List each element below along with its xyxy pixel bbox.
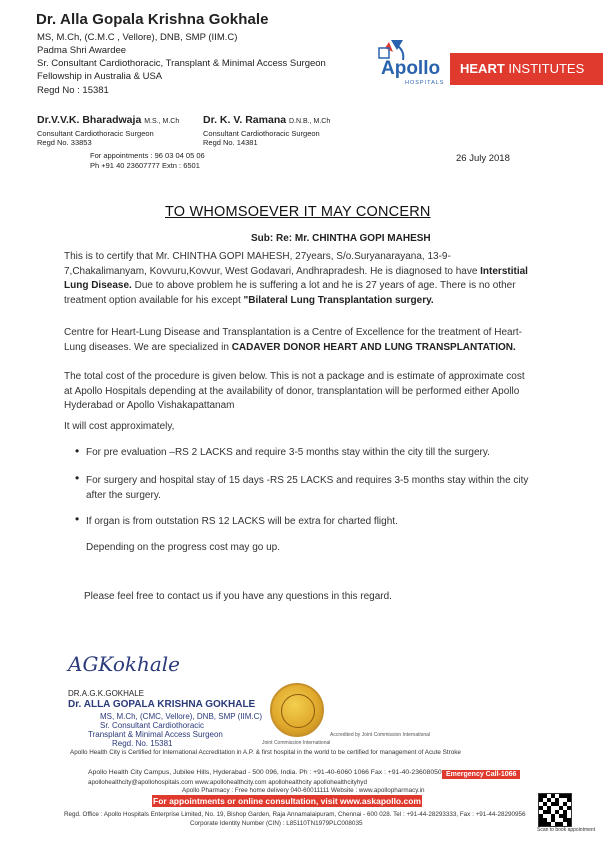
- signature-short-name: DR.A.G.K.GOKHALE: [68, 689, 145, 698]
- bullet-icon: •: [75, 512, 80, 526]
- doctor-qualifications: MS, M.Ch, (C.M.C , Vellore), DNB, SMP (IIM.C): [37, 32, 238, 43]
- associate-2-role: Consultant Cardiothoracic Surgeon: [203, 129, 320, 138]
- associate-1-suffix: M.S., M.Ch: [144, 118, 180, 125]
- paragraph-3: The total cost of the procedure is given below. This is not a package and is estimate of approximate cost at Apollo Hospitals depending at the availability of donor, transplantation will be performed either Apollo Hyderabad or Apollo Vishakapattanam: [64, 371, 525, 411]
- footer-cin: Corporate Identity Number (CIN) : L85110TN1979PLC008035: [190, 820, 363, 827]
- apollo-hospitals-label: HOSPITALS: [405, 80, 445, 86]
- paragraph-6: Please feel free to contact us if you have any questions in this regard.: [84, 591, 392, 602]
- bullet-icon: •: [75, 471, 80, 485]
- cost-item: For surgery and hospital stay of 15 days -RS 25 LACKS and requires 3-5 months stay within the city after the surgery.: [86, 475, 529, 501]
- signature-title-1: Sr. Consultant Cardiothoracic: [100, 721, 205, 730]
- specialization: CADAVER DONOR HEART AND LUNG TRANSPLANTATION.: [231, 341, 516, 353]
- letter-subject: Sub: Re: Mr. CHINTHA GOPI MAHESH: [251, 233, 431, 244]
- paragraph-2-text: Centre for Heart-Lung Disease and Transplantation is a Centre of Excellence for the treatment of Heart-Lung diseases. We are specialized in: [64, 327, 523, 353]
- treatment: "Bilateral Lung Transplantation surgery.: [243, 294, 434, 306]
- associate-2-regd: Regd No. 14381: [203, 138, 258, 147]
- bullet-icon: •: [75, 444, 80, 458]
- associate-1-role: Consultant Cardiothoracic Surgeon: [37, 129, 154, 138]
- cost-item: For pre evaluation –RS 2 LACKS and require 3-5 months stay within the city till the surgery.: [86, 447, 490, 458]
- institutes-label: INSTITUTES: [508, 61, 585, 76]
- seal-inner-ring: [281, 694, 315, 728]
- cost-item: If organ is from outstation RS 12 LACKS will be extra for charted flight.: [86, 516, 398, 527]
- paragraph-2: [64, 326, 532, 355]
- accreditation-seal-icon: [270, 683, 324, 737]
- paragraph-1-text-a: This is to certify that Mr. CHINTHA GOPI MAHESH, 27years, S/o.Suryanarayana, 13-9-7,Chakalimanyam, Kovvuru,Kovvur, West Godavari, Andhrapradesh. He is diagnosed to have: [64, 251, 481, 277]
- signature-script: AGKokhale: [68, 652, 181, 676]
- accreditation-note: Accredited by Joint Commission International: [330, 732, 431, 738]
- associate-1-name: Dr.V.V.K. Bharadwaja: [37, 114, 142, 126]
- phone-line: Ph +91 40 23607777 Extn : 6501: [90, 161, 200, 170]
- signature-regd: Regd. No. 15381: [112, 739, 173, 748]
- signature-title-2: Transplant & Minimal Access Surgeon: [88, 730, 223, 739]
- paragraph-1: [64, 250, 532, 308]
- seal-label: Joint Commission International: [262, 740, 331, 746]
- associate-2-suffix: D.N.B., M.Ch: [289, 118, 331, 125]
- footer-pharmacy: Apollo Pharmacy : Free home delivery 040-60011111 Website : www.apollopharmacy.in: [182, 787, 425, 794]
- qr-label: Scan to book appointment: [537, 827, 596, 833]
- emergency-call: Emergency Call-1066: [442, 770, 520, 779]
- qr-code-icon: [538, 793, 572, 827]
- doctor-award: Padma Shri Awardee: [37, 45, 127, 56]
- paragraph-4: It will cost approximately,: [64, 421, 175, 432]
- signature-quals: MS, M.Ch, (CMC, Vellore), DNB, SMP (IIM.C): [100, 712, 263, 721]
- footer-accreditation: Apollo Health City is Certified for International Accreditation in A.P. & first hospital in the world to be certified for management of Acute Stroke: [70, 749, 461, 756]
- doctor-designation: Sr. Consultant Cardiothoracic, Transplant & Minimal Access Surgeon: [37, 58, 326, 69]
- associate-1: [37, 114, 179, 147]
- doctor-regd: Regd No : 15381: [37, 85, 109, 96]
- associate-1-regd: Regd No. 33853: [37, 138, 92, 147]
- footer-regd-office: Regd. Office : Apollo Hospitals Enterprise Limited, No. 19, Bishop Garden, Raja Annamalaipuram, Chennai - 600 028. Tel : +91-44-28293333, Fax : +91-44-28290956: [64, 811, 526, 818]
- footer-contacts: apollohealthcity@apollohospitals.com www.apollohealthcity.com apollohealthcity apollohealthcityhyd: [88, 779, 367, 786]
- heart-institutes-bar: [450, 53, 603, 85]
- footer-address: Apollo Health City Campus, Jubilee Hills, Hyderabad - 500 096, India. Ph : +91-40-6060 1066 Fax : +91-40-23608050: [88, 769, 442, 776]
- doctor-name: Dr. Alla Gopala Krishna Gokhale: [36, 11, 269, 28]
- associate-2: [203, 114, 330, 147]
- paragraph-1-text-b: Due to above problem he is suffering a lot and he is 27 years of age. There is no other treatment option available for his except: [64, 280, 516, 306]
- apollo-logo: [377, 38, 447, 90]
- appointments-banner: For appointments or online consultation, visit www.askapollo.com: [153, 796, 421, 806]
- diagnosis: Interstitial Lung Disease.: [64, 265, 528, 291]
- letter-title: TO WHOMSOEVER IT MAY CONCERN: [165, 204, 431, 220]
- apollo-brand: Apollo: [381, 58, 441, 79]
- heart-label: HEART: [460, 61, 505, 76]
- appointments-line: For appointments : 96 03 04 05 06: [90, 151, 205, 160]
- signature-name: Dr. ALLA GOPALA KRISHNA GOKHALE: [68, 699, 256, 710]
- doctor-fellowship: Fellowship in Australia & USA: [37, 71, 163, 82]
- associate-2-name: Dr. K. V. Ramana: [203, 114, 287, 126]
- letter-date: 26 July 2018: [456, 153, 510, 164]
- paragraph-5: Depending on the progress cost may go up.: [86, 542, 281, 553]
